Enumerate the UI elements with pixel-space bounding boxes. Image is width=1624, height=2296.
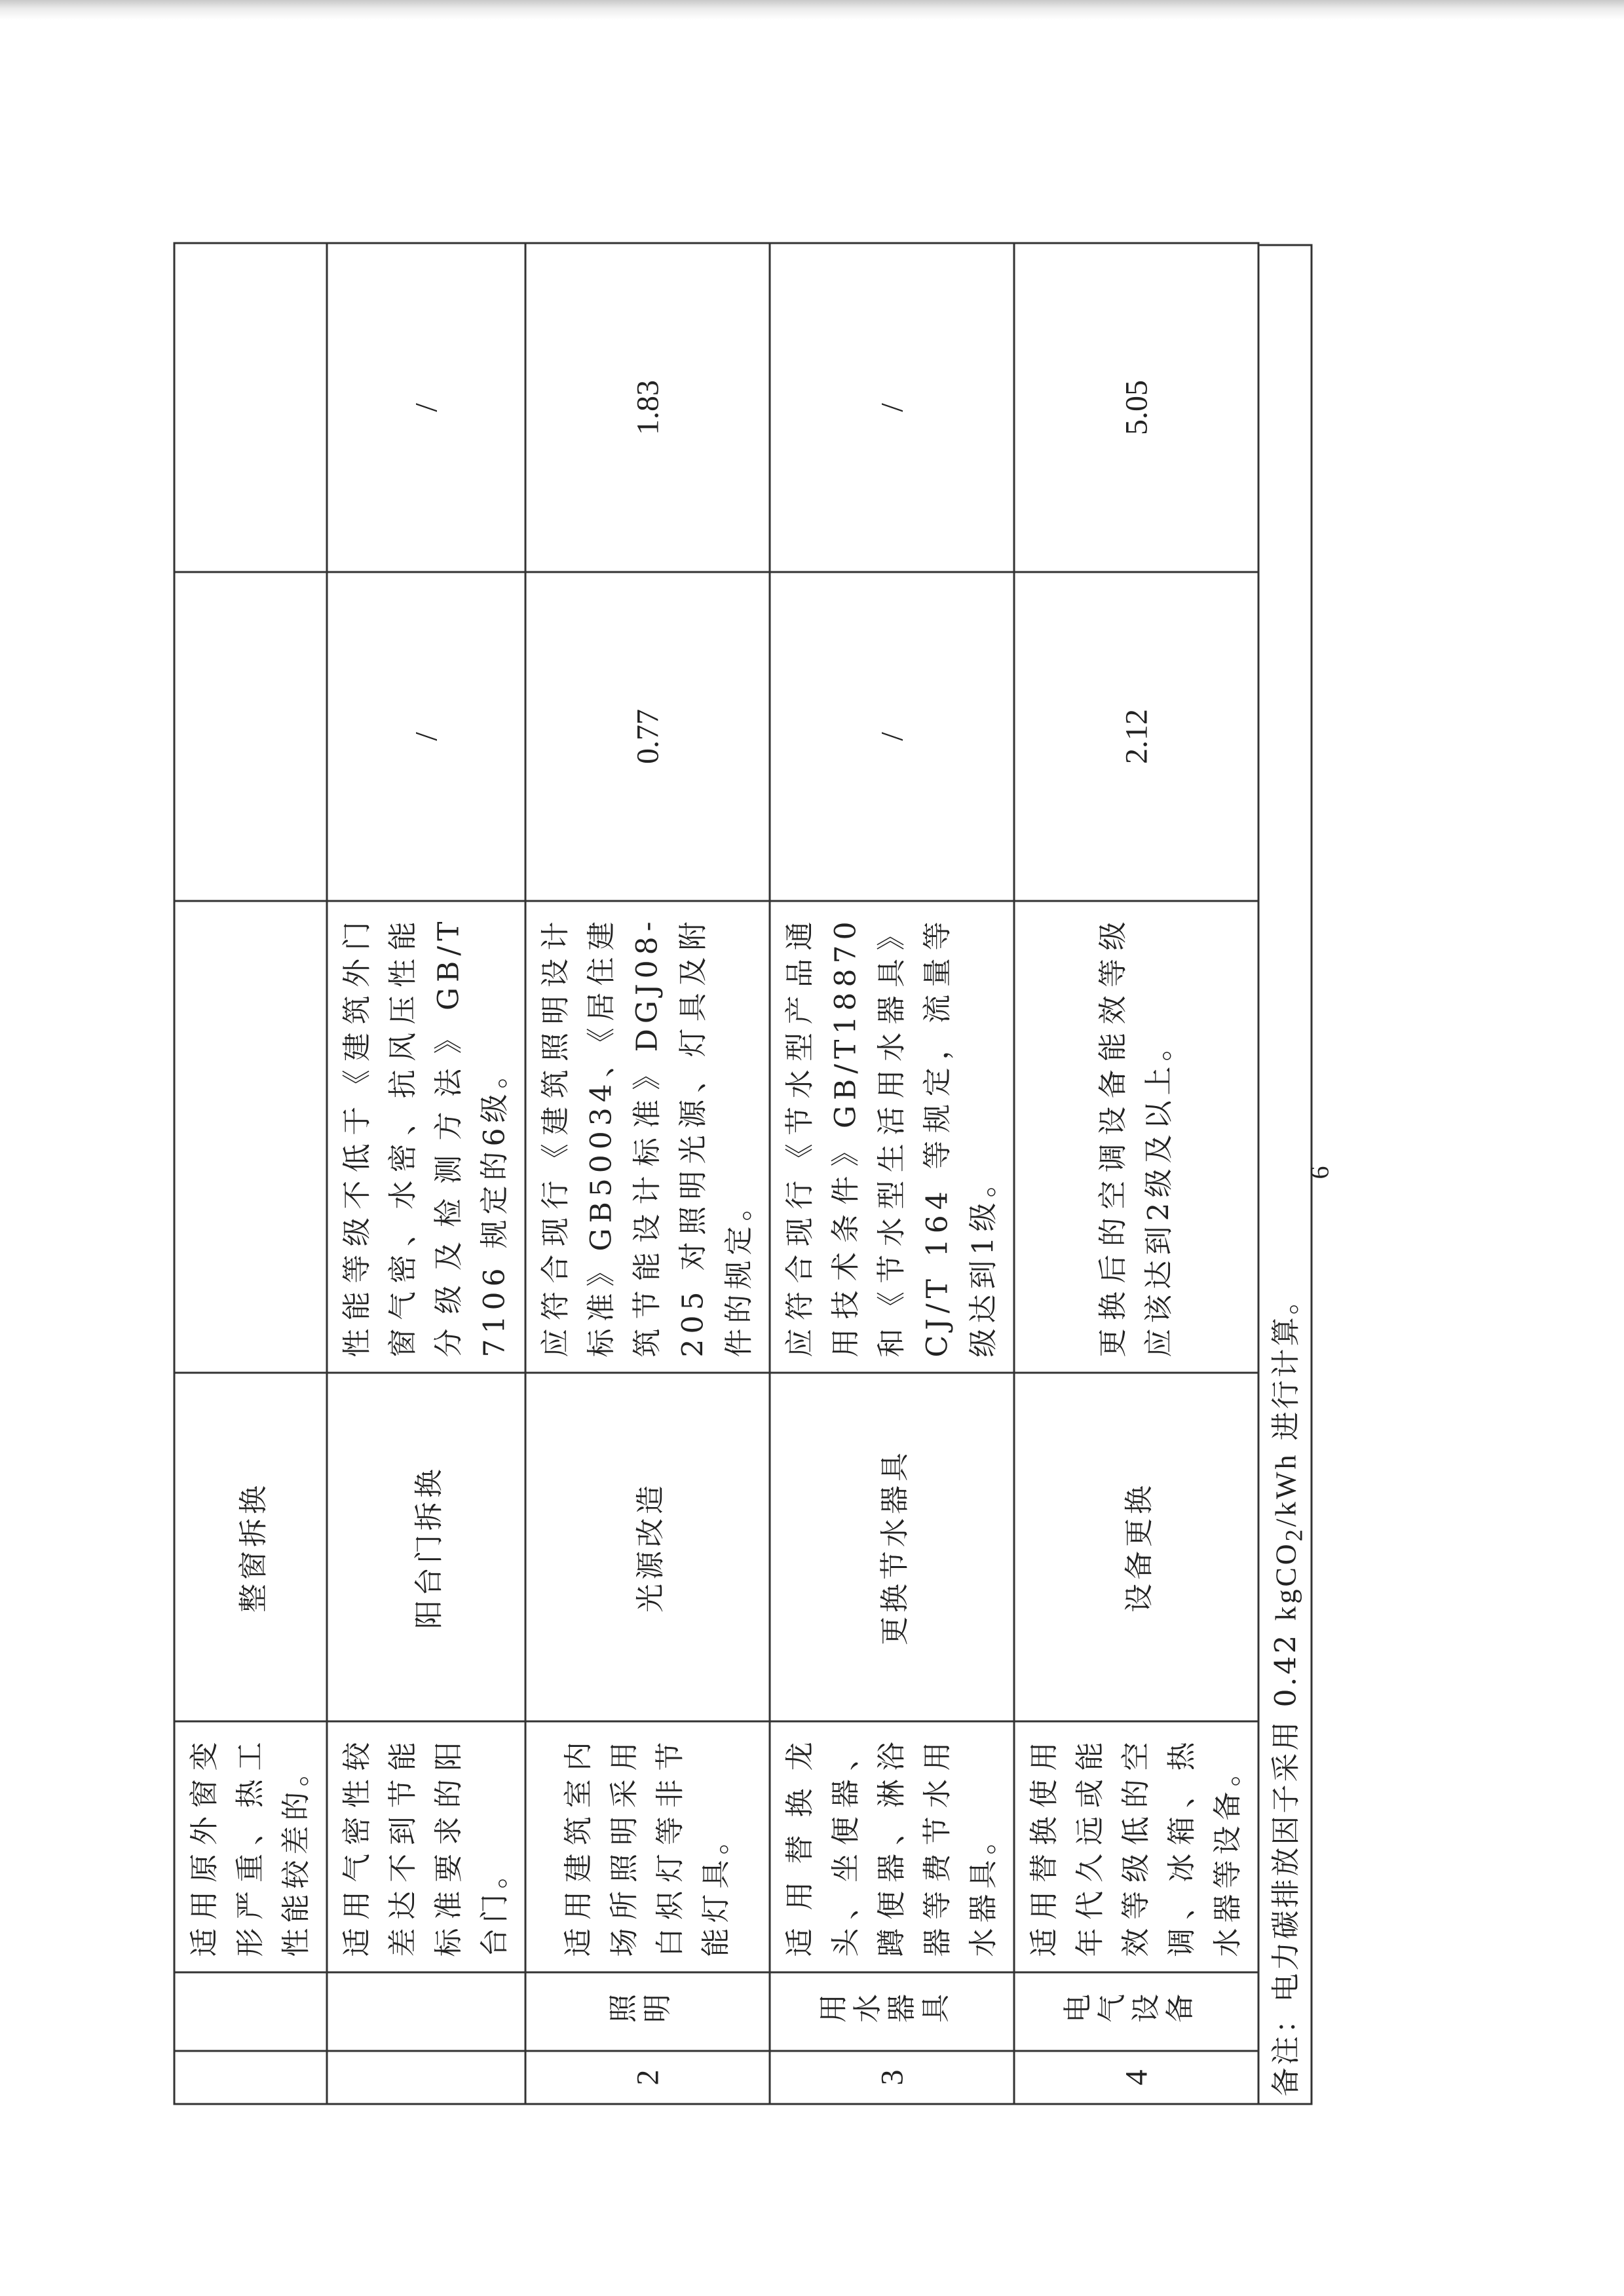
row-requirement: 应符合现行《建筑照明设计标准》GB50034、《居住建筑节能设计标准》DGJ08-205 对照明光源、灯具及附件的规定。: [525, 901, 770, 1373]
row-scope: 适用替换龙头、坐便器、蹲便器、淋浴器等费节水用水器具。: [770, 1721, 1014, 1972]
row-index: 3: [770, 2051, 1014, 2104]
row-category: 用水器具: [770, 1972, 1014, 2051]
row-value-a: 0.77: [525, 572, 770, 901]
table-row-balcony-door: [327, 243, 525, 2104]
table-row-window: [174, 243, 327, 2104]
retrofit-measures-table: [174, 242, 1260, 2105]
row-measure: 设备更换: [1014, 1373, 1258, 1721]
row-index: [327, 2051, 525, 2104]
row-value-b: /: [770, 243, 1014, 572]
row-value-b: 1.83: [525, 243, 770, 572]
row-requirement: 应符合现行《节水型产品通用技术条件》GB/T18870 和《节水型生活用水器具》CJ/T 164 等规定，流量等级达到1级。: [770, 901, 1014, 1373]
row-value-a: 2.12: [1014, 572, 1258, 901]
row-category: [327, 1972, 525, 2051]
table-row-water-fixtures: [770, 243, 1014, 2104]
row-category: 电气设备: [1014, 1972, 1258, 2051]
table-row-lighting: [525, 243, 770, 2104]
row-value-b: /: [327, 243, 525, 572]
table-footnote: 备注：电力碳排放因子采用 0.42 kgCO$_2$/kWh 进行计算。: [1260, 244, 1313, 2105]
row-value-a: [174, 572, 327, 901]
row-requirement: [174, 901, 327, 1373]
rotated-table-container: [174, 244, 1308, 2105]
row-scope: 适用原外窗变形严重、热工性能较差的。: [174, 1721, 327, 1972]
row-requirement: 性能等级不低于《建筑外门窗气密、水密、抗风压性能分级及检测方法》GB/T 7106 规定的6级。: [327, 901, 525, 1373]
row-measure: 阳台门拆换: [327, 1373, 525, 1721]
row-measure: 光源改造: [525, 1373, 770, 1721]
row-scope: 适用建筑室内场所照明采用白炽灯等非节能灯具。: [525, 1721, 770, 1972]
row-value-b: [174, 243, 327, 572]
table-row-appliances: [1014, 243, 1258, 2104]
scan-edge-shadow: [0, 0, 1624, 20]
row-value-a: /: [770, 572, 1014, 901]
row-category: [174, 1972, 327, 2051]
row-value-a: /: [327, 572, 525, 901]
row-index: 2: [525, 2051, 770, 2104]
row-scope: 适用气密性较差达不到节能标准要求的阳台门。: [327, 1721, 525, 1972]
row-value-b: 5.05: [1014, 243, 1258, 572]
row-index: 4: [1014, 2051, 1258, 2104]
row-requirement: 更换后的空调设备能效等级应该达到2级及以上。: [1014, 901, 1258, 1373]
row-scope: 适用替换使用年代久远或能效等级低的空调、冰箱、热水器等设备。: [1014, 1721, 1258, 1972]
page-number: 6: [1304, 1166, 1334, 1179]
row-index: [174, 2051, 327, 2104]
row-measure: 整窗拆换: [174, 1373, 327, 1721]
row-category: 照明: [525, 1972, 770, 2051]
row-measure: 更换节水器具: [770, 1373, 1014, 1721]
